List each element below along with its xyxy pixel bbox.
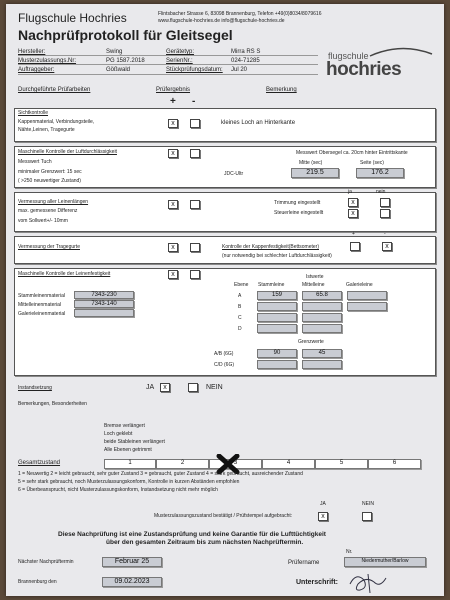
inspector-value: Niedermuther/Barlow	[344, 557, 426, 567]
trim-yes-check[interactable]: x	[348, 198, 358, 207]
middle-b-value	[302, 302, 342, 311]
signature-image	[344, 570, 394, 594]
remark-line-4: Alle Ebenen getrimmt	[104, 447, 152, 453]
confirm-yes-label: JA	[320, 501, 326, 507]
section-risers-title: Vermessung der Tragegurte	[18, 244, 80, 250]
master-line-label: Stammleinenmaterial	[18, 293, 65, 299]
s5-plus-check[interactable]: x	[168, 270, 178, 279]
form-title: Nachprüfprotokoll für Gleitsegel	[18, 27, 233, 43]
repair-no-check[interactable]	[188, 383, 198, 392]
caliper-minus-check[interactable]: x	[382, 242, 392, 251]
s5-minus-check[interactable]	[190, 270, 200, 279]
s4-caliper-check: Kontrolle der Kappenfestigkeit(Bettsometer)	[222, 244, 319, 250]
s1-remark: kleines Loch an Hinterkante	[221, 120, 296, 126]
disclaimer-line-2: über den gesamten Zeitraum bis zum nächsten Nachprüftermin.	[106, 539, 304, 546]
middle-a-value: 65.8	[302, 291, 342, 300]
grade-1[interactable]: 1	[104, 459, 156, 469]
col-result: Prüfergebnis	[156, 87, 191, 93]
s2-mid-label: Mitte (sec)	[299, 160, 323, 166]
value-certification: PG 1587.2018	[106, 58, 145, 64]
middle-line-label: Mittelleinenmaterial	[18, 302, 62, 308]
s1-plus-check[interactable]: x	[168, 119, 178, 128]
cd-label: C/D (6G)	[214, 362, 234, 368]
master-c-value	[257, 313, 297, 322]
logo	[326, 46, 434, 82]
disclaimer-line-1: Diese Nachprüfung ist eine Zustandsprüfung und keine Garantie für die Lufttüchtigkeit	[58, 531, 326, 538]
grade-6[interactable]: 6	[368, 459, 421, 469]
s4-plus-label: +	[352, 231, 355, 237]
ab-master-value: 90	[257, 349, 297, 358]
label-serial: SerienNr.:	[166, 58, 193, 64]
s4-minus-label: -	[384, 231, 386, 237]
s3-minus-check[interactable]	[190, 200, 200, 209]
level-c: C	[238, 315, 242, 321]
s2-device: JDC-Ultr	[224, 171, 244, 177]
gallery-a-value	[347, 291, 387, 300]
label-manufacturer: Hersteller:	[18, 49, 46, 55]
plus-sign: +	[170, 96, 176, 107]
number-label: Nr.	[346, 549, 353, 555]
section-visual-line1: Kappenmaterial, Verbindungsteile,	[18, 119, 95, 125]
remark-line-2: Loch geklebt	[104, 431, 133, 437]
legend-line-3: 6 = Überbeansprucht, nicht Musterzulassungskonform, Instandsetzung nicht mehr möglich	[18, 487, 218, 493]
middle-col: Mittelleine	[302, 282, 325, 288]
overall-label: Gesamtzustand	[18, 460, 61, 466]
col-remark: Bemerkung	[266, 87, 297, 93]
middle-line-value: 7343-140	[74, 300, 134, 308]
limit-values-label: Grenzwerte	[298, 339, 324, 345]
repair-no-label: NEIN	[206, 384, 223, 391]
s2-measure-note: Messwert Obersegel ca. 20cm hinter Eintrittskante	[296, 150, 408, 156]
label-model: Gerätetyp:	[166, 49, 195, 55]
s1-minus-check[interactable]	[190, 119, 200, 128]
next-inspection-label: Nächster Nachprüftermin	[18, 559, 74, 565]
legend-line-1: 1 = Neuwertig 2 = leicht gebraucht, sehr guter Zustand 3 = gebraucht, guter Zustand 4 = stark gebraucht, ausreichender Zustand	[18, 471, 303, 477]
confirm-no-label: NEIN	[362, 501, 374, 507]
master-col: Stammleine	[258, 282, 285, 288]
value-manufacturer: Swing	[106, 49, 123, 55]
gallery-line-value	[74, 309, 134, 317]
ab-label: A/B (6G)	[214, 351, 234, 357]
s4-caliper-note: (nur notwendig bei schlechter Luftdurchlässigkeit)	[222, 253, 332, 259]
repair-yes-check[interactable]: x	[160, 383, 170, 392]
logo-small-text: flugschule	[328, 51, 369, 61]
master-line-value: 7343-230	[74, 291, 134, 299]
s2-plus-check[interactable]: x	[168, 149, 178, 158]
remark-line-3: beide Stableinen verlängert	[104, 439, 165, 445]
place-label: Brannenburg den	[18, 579, 57, 585]
actual-values-label: Istwerte	[306, 274, 324, 280]
label-client: Auftraggeber:	[18, 67, 55, 73]
section-visual-title: Sichtkontrolle	[18, 110, 49, 116]
cd-middle-value	[302, 360, 342, 369]
gallery-line-label: Galerieleinenmaterial	[18, 311, 66, 317]
address-line: Flintsbacher Strasse 6, 83098 Brannenburg, Telefon +49(0)8034/8079616	[158, 11, 322, 17]
section-visual-line2: Nähte,Leinen, Tragegurte	[18, 127, 75, 133]
level-a: A	[238, 293, 242, 299]
minus-sign: -	[192, 96, 196, 107]
label-certification: Musterzulassungs.Nr:	[18, 58, 77, 64]
section-lines-line1: max. gemessene Differenz	[18, 208, 78, 214]
level-b: B	[238, 304, 242, 310]
s2-side-label: Seite (sec)	[360, 160, 384, 166]
section-line-strength-title: Maschinelle Kontrolle der Leinenfestigkeit	[18, 271, 111, 277]
middle-d-value	[302, 324, 342, 333]
logo-large-text: hochries	[326, 59, 402, 80]
cd-master-value	[257, 360, 297, 369]
legend-line-2: 5 = sehr stark gebraucht, noch Musterzulassungskonform, Kontrolle in kurzen Abständen empfohlen	[18, 479, 240, 485]
section-porosity-line1: Messwert Tuch	[18, 159, 52, 165]
s2-mid-value: 219.5	[291, 168, 339, 178]
repair-yes-label: JA	[146, 384, 155, 391]
grade-2[interactable]: 2	[156, 459, 209, 469]
s2-minus-check[interactable]	[190, 149, 200, 158]
grade-4[interactable]: 4	[262, 459, 315, 469]
master-b-value	[257, 302, 297, 311]
grade-5[interactable]: 5	[315, 459, 368, 469]
level-d: D	[238, 326, 242, 332]
repair-label: Instandsetzung	[18, 385, 52, 391]
section-porosity-title: Maschinelle Kontrolle der Luftdurchlässigkeit	[18, 149, 117, 155]
remarks-label: Bemerkungen, Besonderheiten	[18, 401, 87, 407]
confirm-no-check[interactable]	[362, 512, 372, 521]
s4-plus-check[interactable]: x	[168, 243, 178, 252]
s3-brake-label: Steuerleine eingestellt	[274, 210, 324, 216]
s3-trim-label: Trimmung eingestellt	[274, 200, 321, 206]
gallery-b-value	[347, 302, 387, 311]
brake-yes-check[interactable]: x	[348, 209, 358, 218]
middle-c-value	[302, 313, 342, 322]
gallery-col: Galerieleine	[346, 282, 373, 288]
col-checks: Durchgeführte Prüfarbeiten	[18, 87, 91, 93]
label-piece-date: Stückprüfungsdatum:	[166, 67, 223, 73]
next-inspection-value: Februar 25	[102, 557, 162, 567]
s4-minus-check[interactable]	[190, 243, 200, 252]
date-value: 09.02.2023	[102, 577, 162, 587]
value-serial: 024-71285	[231, 58, 260, 64]
ab-middle-value: 45	[302, 349, 342, 358]
value-model: Mirra RS S	[231, 49, 261, 55]
web-line: www.flugschule-hochries.de info@flugschule-hochries.de	[158, 18, 285, 24]
master-d-value	[257, 324, 297, 333]
section-porosity-line3: ( >250 neuwertiger Zustand)	[18, 178, 81, 184]
trim-no-check[interactable]	[380, 198, 390, 207]
remark-line-1: Bremse verlängert	[104, 423, 145, 429]
master-a-value: 159	[257, 291, 297, 300]
value-client: Gößwald	[106, 67, 131, 73]
section-porosity-line2: minimaler Grenzwert: 15 sec	[18, 169, 82, 175]
level-col: Ebene	[234, 282, 249, 288]
section-lines-line2: vom Sollwert+/- 10mm	[18, 218, 68, 224]
section-lines-title: Vermessung aller Leinenlängen	[18, 199, 89, 205]
confirm-yes-check[interactable]: x	[318, 512, 328, 521]
confirm-question: Musterzulassungszustand bestätigt / Prüfstempel aufgebracht:	[154, 513, 293, 519]
grade-3[interactable]: 3	[209, 459, 262, 469]
inspector-label: Prüfername	[288, 560, 320, 566]
s3-no-label: nein	[376, 189, 386, 195]
brake-no-check[interactable]	[380, 209, 390, 218]
s3-yes-label: ja	[348, 189, 352, 195]
inspection-form-sheet	[6, 4, 444, 596]
s3-plus-check[interactable]: x	[168, 200, 178, 209]
signature-label: Unterschrift:	[296, 579, 339, 586]
value-piece-date: Jul 20	[231, 67, 248, 73]
school-name: Flugschule Hochries	[18, 11, 127, 25]
s2-side-value: 176.2	[356, 168, 404, 178]
caliper-plus-check[interactable]	[350, 242, 360, 251]
